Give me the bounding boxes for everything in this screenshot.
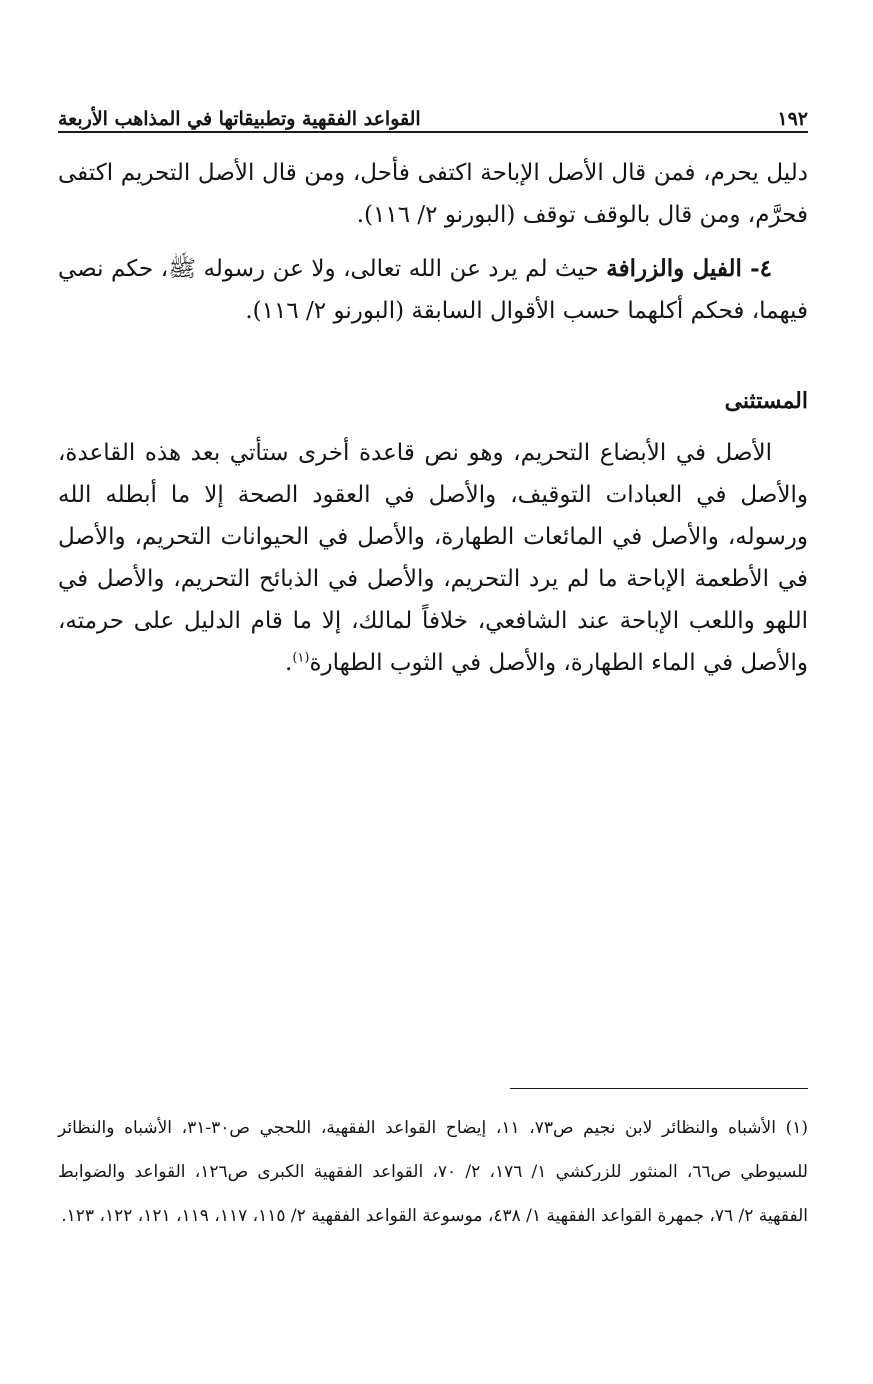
header-divider [58, 131, 808, 133]
footnote-ref[interactable]: (١) [292, 650, 310, 666]
footnote-divider [510, 1088, 808, 1089]
page-header [58, 96, 808, 130]
paragraph-end: . [285, 650, 293, 676]
paragraph-continuation: دليل يحرم، فمن قال الأصل الإباحة اكتفى فأحل، ومن قال الأصل التحريم اكتفى فحرَّم، ومن قال بالوقف توقف (البورنو ٢/ ١١٦). [58, 160, 808, 228]
footnotes [58, 1106, 808, 1238]
paragraph-exceptions [58, 432, 808, 684]
running-title: القواعد الفقهية وتطبيقاتها في المذاهب الأربعة [58, 108, 421, 130]
section-heading: المستثنى [724, 388, 808, 414]
footnote-1: (١) الأشباه والنظائر لابن نجيم ص٧٣، ١١، إيضاح القواعد الفقهية، اللحجي ص٣٠-٣١، الأشباه والنظائر للسيوطي ص٦٦، المنثور للزركشي ١/ ١٧٦، ٢/ ٧٠، القواعد الفقهية الكبرى ص١٢٦، القواعد والضوابط الفقهية ٢/ ٧٦، جمهرة القواعد الفقهية ١/ ٤٣٨، موسوعة القواعد الفقهية ٢/ ١١٥، ١١٧، ١١٩، ١٢١، ١٢٢، ١٢٣. [58, 1118, 809, 1226]
exceptions-text: الأصل في الأبضاع التحريم، وهو نص قاعدة أخرى ستأتي بعد هذه القاعدة، والأصل في العبادات التوقيف، والأصل في العقود الصحة إلا ما أبطله الله ورسوله، والأصل في المائعات الطهارة، والأصل في الحيوانات التحريم، والأصل في الأطعمة الإباحة ما لم يرد التحريم، والأصل في الذبائح التحريم، والأصل في اللهو واللعب الإباحة عند الشافعي، خلافاً لمالك، إلا ما قام الدليل على حرمته، والأصل في الماء الطهارة، والأصل في الثوب الطهارة [58, 440, 808, 676]
list-item-4 [58, 248, 808, 332]
list-item-4-label: ٤- الفيل والزرافة [606, 255, 772, 282]
page-number: ١٩٢ [777, 108, 808, 130]
list-item-4-text: حيث لم يرد عن الله تعالى، ولا عن رسوله ﷺ، حكم نصي فيهما، فحكم أكلهما حسب الأقوال السابقة (البورنو ٢/ ١١٦). [58, 256, 808, 324]
main-text [58, 152, 808, 684]
